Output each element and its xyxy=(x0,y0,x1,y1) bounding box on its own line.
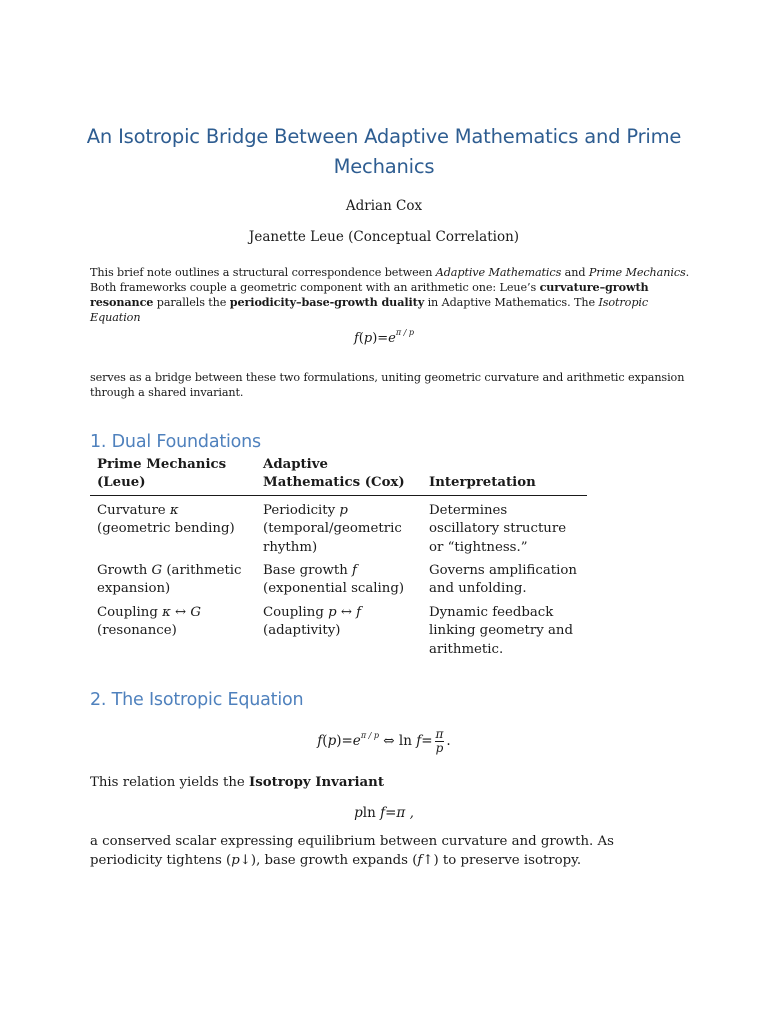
section-2-paragraph-2: a conserved scalar expressing equilibrium between curvature and growth. As periodicity tightens (p↓), base growth expands (f↑) to preserve isotropy. xyxy=(90,834,614,868)
table-cell: Coupling κ ↔ G (resonance) xyxy=(97,604,202,639)
table-cell: Growth G (arithmetic expansion) xyxy=(97,563,242,597)
abstract xyxy=(90,265,690,325)
table-cell: Curvature κ (geometric bending) xyxy=(97,502,235,537)
section-2-paragraph-1: This relation yields the Isotropy Invariant xyxy=(90,775,384,790)
table-header-row xyxy=(90,456,587,495)
section-1-heading: 1. Dual Foundations xyxy=(90,432,261,452)
table-cell: Governs amplification and unfolding. xyxy=(429,563,577,597)
isotropic-equation-abstract: $f(p)=e^{\pi / p}$ xyxy=(353,328,415,346)
table-cell: Coupling p ↔ f (adaptivity) xyxy=(263,604,362,639)
table-cell: Base growth f (exponential scaling) xyxy=(263,563,405,597)
dual-foundations-table xyxy=(90,456,587,664)
table-cell: Dynamic feedback linking geometry and arithmetic. xyxy=(429,604,573,657)
table-row xyxy=(90,604,587,664)
abstract-paragraph-1: This brief note outlines a structural correspondence between Adaptive Mathematics and Prime Mechanics. Both frameworks couple a geometric component with an arithmetic one: Leue’s curvature–growth resonance parallels the periodicity–base-growth duality in Adaptive Mathematics. The Isotropic Equation xyxy=(90,266,690,324)
table-row xyxy=(90,495,587,562)
isotropy-invariant-equation: pln f=π , xyxy=(354,805,414,821)
table-header-prime-mechanics: Prime Mechanics (Leue) xyxy=(90,456,256,495)
table-header-interpretation: Interpretation xyxy=(422,456,587,495)
author-1: Adrian Cox xyxy=(345,198,423,214)
table-cell: Periodicity p (temporal/geometric rhythm) xyxy=(263,502,402,555)
paper-title: An Isotropic Bridge Between Adaptive Mathematics and Prime Mechanics xyxy=(86,125,682,178)
author-2: Jeanette Leue (Conceptual Correlation) xyxy=(248,229,520,245)
fraction-pi-over-p: $\frac{\pi}{p}$ xyxy=(435,727,444,755)
abstract-paragraph-2: serves as a bridge between these two formulations, uniting geometric curvature and arithmetic expansion through a shared invariant. xyxy=(90,371,685,399)
section-2-heading: 2. The Isotropic Equation xyxy=(90,690,304,710)
table-row xyxy=(90,562,587,604)
table-header-adaptive-mathematics: Adaptive Mathematics (Cox) xyxy=(256,456,422,495)
isotropic-equation: $f(p)=e^{\pi / p}$ ⇔ ln f= $\frac{\pi}{p}$ . xyxy=(317,727,451,755)
table-cell: Determines oscillatory structure or “tightness.” xyxy=(429,502,567,555)
